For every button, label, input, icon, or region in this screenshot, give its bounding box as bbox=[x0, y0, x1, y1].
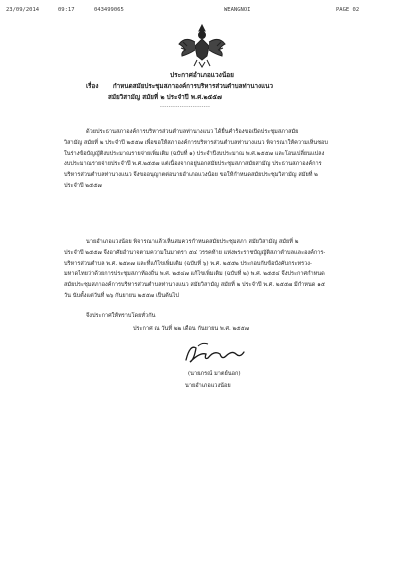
paragraph-line: ประจำปี ๒๕๕๗ bbox=[64, 182, 102, 189]
subject-continuation: สมัยวิสามัญ สมัยที่ ๒ ประจำปี พ.ศ.๒๕๕๗ bbox=[108, 94, 222, 101]
fax-number: 043499065 bbox=[94, 7, 124, 13]
fax-sender: WEANGNOI bbox=[224, 7, 251, 13]
paragraph-line: ด้วยประธานสภาองค์การบริหารส่วนตำบลท่านางแนว ได้ยื่นคำร้องขอเปิดประชุมสภาสมัย bbox=[86, 129, 299, 135]
signature-icon bbox=[178, 338, 250, 368]
paragraph-1 bbox=[64, 127, 370, 192]
signatory-position: นายอำเภอแวงน้อย bbox=[185, 383, 231, 389]
paragraph-line: สมัยประชุมสภาองค์การบริหารส่วนตำบลท่านางแนว สมัยวิสามัญ สมัยที่ ๒ ประจำปี พ.ศ. ๒๕๕๗ มีกำหนด ๑๕ bbox=[64, 282, 325, 289]
fax-date: 23/09/2014 bbox=[6, 7, 40, 13]
subject-text: กำหนดสมัยประชุมสภาองค์การบริหารส่วนตำบลท่านางแนว bbox=[112, 83, 274, 90]
garuda-emblem-icon bbox=[177, 22, 227, 68]
divider: ----------------------- bbox=[160, 104, 211, 110]
subject-label: เรื่อง bbox=[86, 83, 99, 90]
document-title: ประกาศอำเภอแวงน้อย bbox=[170, 71, 234, 79]
paragraph-line: บริหารส่วนตำบล พ.ศ. ๒๕๓๗ และที่แก้ไขเพิ่มเติม (ฉบับที่ ๖) พ.ศ. ๒๕๕๒ ประกอบกับข้อบังคับกระทรวง- bbox=[64, 260, 312, 267]
paragraph-2 bbox=[64, 237, 370, 302]
paragraph-line: ประจำปี ๒๕๕๗ จึงอาศัยอำนาจตามความในมาตรา ๕๔ วรรคท้าย แห่งพระราชบัญญัติสภาตำบลและองค์การ- bbox=[64, 249, 326, 256]
paragraph-line: งบประมาณรายจ่ายประจำปี พ.ศ.๒๕๕๗ แต่เนื่องจากอยู่นอกสมัยประชุมสภาสมัยสามัญ ประธานสภาองค์การ bbox=[64, 161, 322, 168]
subject-line bbox=[86, 81, 273, 91]
fax-header bbox=[6, 7, 398, 16]
signed-date: ประกาศ ณ วันที่ ๒๒ เดือน กันยายน พ.ศ. ๒๕๕๗ bbox=[133, 326, 249, 332]
paragraph-line: ในร่างข้อบัญญัติงบประมาณรายจ่ายเพิ่มเติม (ฉบับที่ ๑) ประจำปีงบประมาณ พ.ศ.๒๕๕๗ และโอนเปลี่ยนแปลง bbox=[64, 150, 325, 157]
paragraph-line: วิสามัญ สมัยที่ ๒ ประจำปี ๒๕๕๗ เพื่อขอให้สภาองค์การบริหารส่วนตำบลท่านางแนว พิจารณาให้ความเห็นชอบ bbox=[64, 139, 328, 146]
signatory-name: (นายภรณ์ มาตย์นอก) bbox=[188, 371, 241, 377]
paragraph-line: บริหารส่วนตำบลท่านางแนว จึงขออนุญาตต่อนายอำเภอแวงน้อย ขอให้กำหนดสมัยประชุมวิสามัญ สมัยที่ ๒ bbox=[64, 172, 318, 179]
paragraph-line: วัน นับตั้งแต่วันที่ ๒๖ กันยายน ๒๕๕๗ เป็นต้นไป bbox=[64, 292, 179, 299]
fax-page: PAGE 02 bbox=[336, 7, 360, 13]
paragraph-line: จึงประกาศให้ทราบโดยทั่วกัน bbox=[86, 313, 156, 319]
paragraph-3 bbox=[64, 311, 370, 322]
paragraph-line: นายอำเภอแวงน้อย พิจารณาแล้วเห็นสมควรกำหนดสมัยประชุมสภา สมัยวิสามัญ สมัยที่ ๒ bbox=[86, 239, 299, 245]
fax-time: 09:17 bbox=[58, 7, 75, 13]
paragraph-line: มหาดไทยว่าด้วยการประชุมสภาท้องถิ่น พ.ศ. ๒๕๔๗ แก้ไขเพิ่มเติม (ฉบับที่ ๒) พ.ศ. ๒๕๕๔ จึงประกาศกำหนด bbox=[64, 271, 325, 278]
